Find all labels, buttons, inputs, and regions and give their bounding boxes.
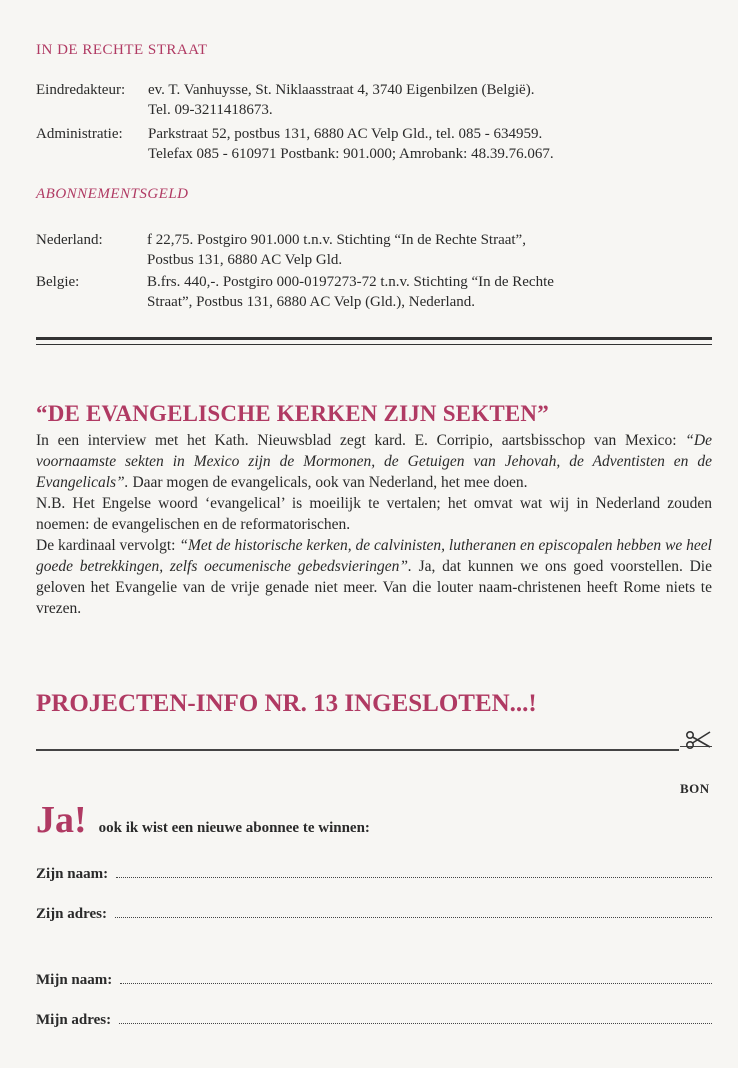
article-p1-text: In een interview met het Kath. Nieuwsblad zegt kard. E. Corripio, aartsbisschop van Mexico: (36, 432, 686, 449)
field-zijn-naam-label: Zijn naam: (36, 866, 109, 882)
projecten-info-heading: PROJECTEN-INFO NR. 13 INGESLOTEN...! (36, 690, 537, 717)
field-zijn-adres[interactable] (36, 906, 712, 923)
article-title: “DE EVANGELISCHE KERKEN ZIJN SEKTEN” (36, 401, 549, 426)
article-p3-tail: Ja, dat kunnen we ons goed voorstellen. Die geloven het Evangelie van de vrije genade niet meer. Van die louter naam-christenen heeft Rome niets te vrezen. (36, 558, 712, 617)
coupon-ja: Ja! (36, 799, 87, 841)
field-zijn-adres-line[interactable] (115, 916, 712, 918)
coupon-intro-text: ook ik wist een nieuwe abonnee te winnen: (98, 820, 370, 836)
field-mijn-naam-label: Mijn naam: (36, 972, 113, 988)
subscription-nl-line-2: Postbus 131, 6880 AC Velp Gld. (147, 252, 343, 268)
admin-line-2: Telefax 085 - 610971 Postbank: 901.000; Amrobank: 48.39.76.067. (148, 146, 554, 162)
subscription-nl-label: Nederland: (36, 232, 103, 248)
subscription-nl-line-1: f 22,75. Postgiro 901.000 t.n.v. Stichting “In de Rechte Straat”, (147, 232, 526, 248)
article-p1-tail: Daar mogen de evangelicals, ook van Nederland, het mee doen. (128, 474, 528, 491)
scissors-icon (684, 726, 712, 754)
section-title-rechte-straat: IN DE RECHTE STRAAT (36, 42, 208, 58)
article-paragraph-3 (36, 535, 712, 619)
editor-line-2: Tel. 09-3211418673. (148, 102, 273, 118)
article-p3-quote: “Met de historische kerken, de calvinisten, lutheranen en episcopalen hebben we heel goede betrekkingen, zelfs oecumenische gebedsvieringen”. (36, 537, 712, 575)
coupon-cut-line (36, 749, 679, 751)
subscription-be-line-2: Straat”, Postbus 131, 6880 AC Velp (Gld.), Nederland. (147, 294, 476, 310)
coupon-intro (36, 800, 370, 840)
article-p3-text: De kardinaal vervolgt: (36, 537, 180, 554)
field-mijn-naam-line[interactable] (120, 982, 712, 984)
article-paragraph-1 (36, 430, 712, 493)
admin-label: Administratie: (36, 126, 123, 142)
admin-line-1: Parkstraat 52, postbus 131, 6880 AC Velp Gld., tel. 085 - 634959. (148, 126, 543, 142)
divider-thick (36, 337, 712, 340)
field-zijn-naam-line[interactable] (116, 876, 712, 878)
subscription-be-line-1: B.frs. 440,-. Postgiro 000-0197273-72 t.n.v. Stichting “In de Rechte (147, 274, 554, 290)
subscription-be-label: Belgie: (36, 274, 80, 290)
section-title-abonnement: ABONNEMENTSGELD (36, 186, 189, 202)
article-paragraph-2: N.B. Het Engelse woord ‘evangelical’ is moeilijk te vertalen; het omvat wat wij in Nederland zouden noemen: de evangelischen en de reformatorischen. (36, 495, 712, 533)
field-mijn-adres[interactable] (36, 1012, 712, 1029)
divider-thin (36, 344, 712, 345)
field-zijn-naam[interactable] (36, 866, 712, 883)
coupon-bon-label: BON (680, 781, 710, 796)
article-body (36, 430, 712, 619)
field-zijn-adres-label: Zijn adres: (36, 906, 107, 922)
editor-label: Eindredakteur: (36, 82, 126, 98)
field-mijn-adres-line[interactable] (119, 1022, 712, 1024)
article-p1-quote: “De voornaamste sekten in Mexico zijn de Mormonen, de Getuigen van Jehovah, de Adventisten en de Evangelicals”. (36, 432, 712, 491)
field-mijn-naam[interactable] (36, 972, 712, 989)
editor-line-1: ev. T. Vanhuysse, St. Niklaasstraat 4, 3740 Eigenbilzen (België). (148, 82, 535, 98)
field-mijn-adres-label: Mijn adres: (36, 1012, 112, 1028)
